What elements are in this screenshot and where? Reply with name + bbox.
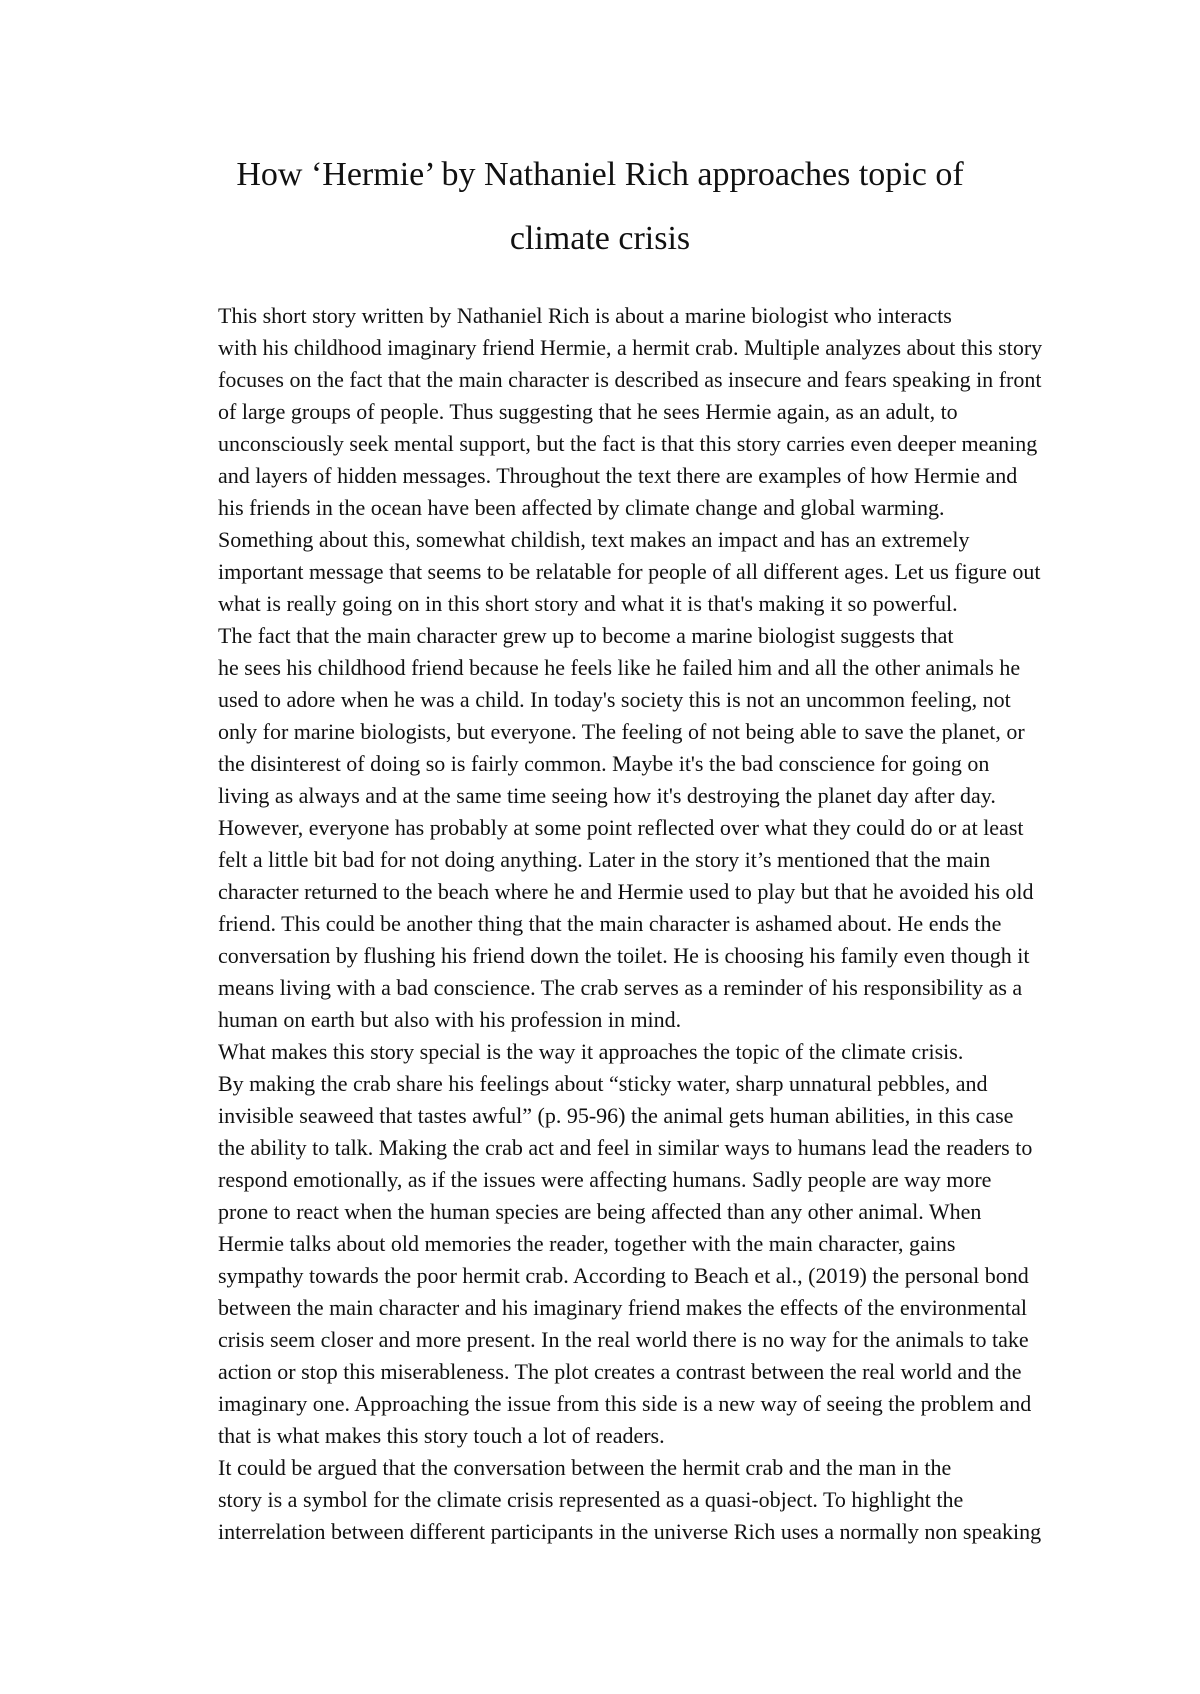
paragraph-line: It could be argued that the conversation between the hermit crab and the man in the: [218, 1455, 952, 1480]
title-line: climate crisis: [509, 220, 691, 257]
paragraph-line: imaginary one. Approaching the issue from this side is a new way of seeing the problem and: [218, 1391, 1032, 1416]
paragraph-line: of large groups of people. Thus suggesting that he sees Hermie again, as an adult, to: [218, 399, 958, 424]
body-paragraph: [146, 1452, 1066, 1548]
paragraph-line: only for marine biologists, but everyone. The feeling of not being able to save the planet, or: [218, 719, 1025, 744]
paragraph-line: means living with a bad conscience. The crab serves as a reminder of his responsibility as a: [218, 975, 1023, 1000]
paragraph-line: he sees his childhood friend because he feels like he failed him and all the other animals he: [218, 655, 1021, 680]
paragraph-line: unconsciously seek mental support, but the fact is that this story carries even deeper meaning: [218, 431, 1038, 456]
body-paragraph: [146, 300, 1066, 620]
paragraph-line: Something about this, somewhat childish, text makes an impact and has an extremely: [218, 527, 970, 552]
paragraph-line: This short story written by Nathaniel Rich is about a marine biologist who interacts: [218, 303, 952, 328]
paragraph-line: friend. This could be another thing that the main character is ashamed about. He ends the: [218, 911, 1002, 936]
paragraph-line: with his childhood imaginary friend Hermie, a hermit crab. Multiple analyzes about this story: [218, 335, 1043, 360]
paragraph-line: important message that seems to be relatable for people of all different ages. Let us figure out: [218, 559, 1041, 584]
body-paragraph: [146, 620, 1066, 1036]
paragraph-line: story is a symbol for the climate crisis represented as a quasi-object. To highlight the: [218, 1487, 964, 1512]
paragraph-line: interrelation between different participants in the universe Rich uses a normally non speaking: [218, 1519, 1042, 1544]
paragraph-line: What makes this story special is the way it approaches the topic of the climate crisis.: [218, 1039, 964, 1064]
paragraph-line: and layers of hidden messages. Throughout the text there are examples of how Hermie and: [218, 463, 1018, 488]
paragraph-line: prone to react when the human species are being affected than any other animal. When: [218, 1199, 982, 1224]
document-body: [146, 300, 1066, 1548]
paragraph-line: between the main character and his imaginary friend makes the effects of the environmental: [218, 1295, 1027, 1320]
paragraph-line: conversation by flushing his friend down the toilet. He is choosing his family even though it: [218, 943, 1030, 968]
paragraph-line: human on earth but also with his profession in mind.: [218, 1007, 682, 1032]
paragraph-line: focuses on the fact that the main character is described as insecure and fears speaking in front: [218, 367, 1042, 392]
paragraph-line: character returned to the beach where he and Hermie used to play but that he avoided his old: [218, 879, 1034, 904]
paragraph-line: crisis seem closer and more present. In the real world there is no way for the animals to take: [218, 1327, 1029, 1352]
paragraph-line: respond emotionally, as if the issues were affecting humans. Sadly people are way more: [218, 1167, 992, 1192]
paragraph-line: what is really going on in this short story and what it is that's making it so powerful.: [218, 591, 958, 616]
paragraph-line: living as always and at the same time seeing how it's destroying the planet day after day.: [218, 783, 996, 808]
paragraph-line: that is what makes this story touch a lot of readers.: [218, 1423, 665, 1448]
body-paragraph: [146, 1036, 1066, 1452]
title-line: How ‘Hermie’ by Nathaniel Rich approaches topic of: [236, 156, 964, 193]
paragraph-line: action or stop this miserableness. The plot creates a contrast between the real world and the: [218, 1359, 1022, 1384]
paragraph-line: Hermie talks about old memories the reader, together with the main character, gains: [218, 1231, 956, 1256]
paragraph-line: By making the crab share his feelings about “sticky water, sharp unnatural pebbles, and: [218, 1071, 988, 1096]
paragraph-line: invisible seaweed that tastes awful” (p. 95-96) the animal gets human abilities, in this case: [218, 1103, 1014, 1128]
document-title: [140, 143, 1060, 271]
paragraph-line: his friends in the ocean have been affected by climate change and global warming.: [218, 495, 945, 520]
paragraph-line: However, everyone has probably at some point reflected over what they could do or at least: [218, 815, 1024, 840]
paragraph-line: used to adore when he was a child. In today's society this is not an uncommon feeling, not: [218, 687, 1011, 712]
paragraph-line: felt a little bit bad for not doing anything. Later in the story it’s mentioned that the main: [218, 847, 991, 872]
paragraph-line: sympathy towards the poor hermit crab. According to Beach et al., (2019) the personal bond: [218, 1263, 1029, 1288]
paragraph-line: The fact that the main character grew up to become a marine biologist suggests that: [218, 623, 954, 648]
paragraph-line: the ability to talk. Making the crab act and feel in similar ways to humans lead the readers to: [218, 1135, 1033, 1160]
paragraph-line: the disinterest of doing so is fairly common. Maybe it's the bad conscience for going on: [218, 751, 990, 776]
